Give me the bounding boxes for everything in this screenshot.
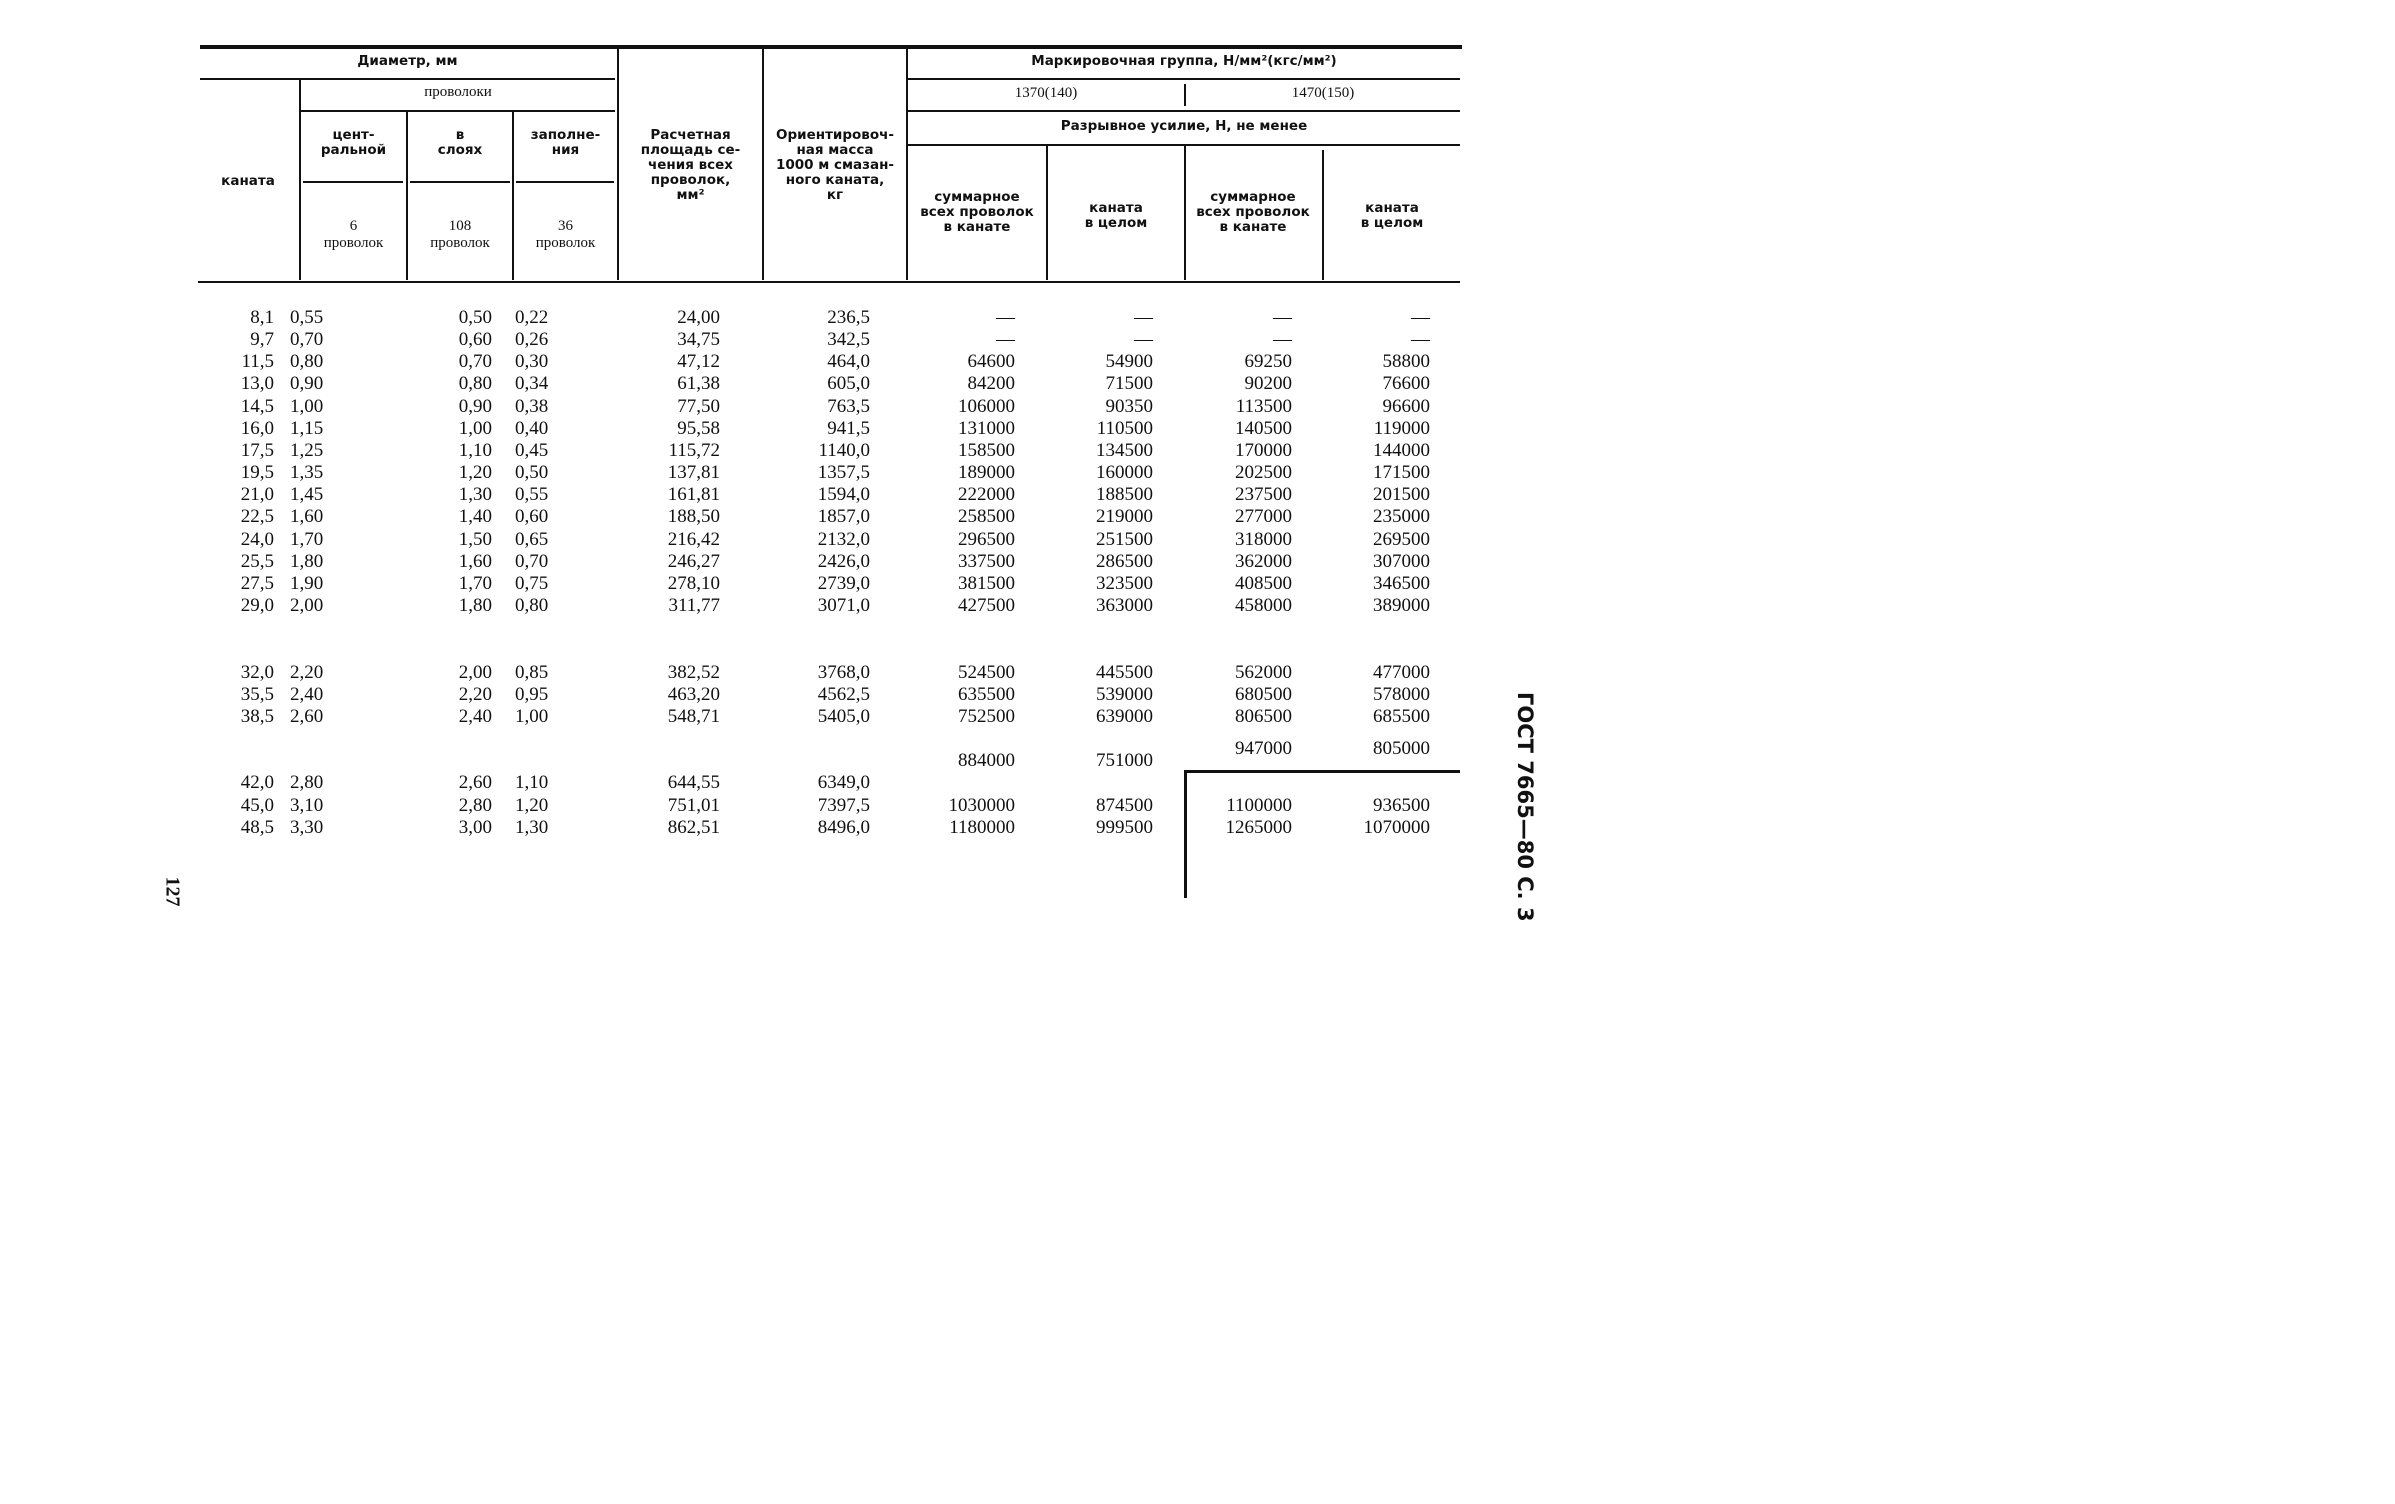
cell-mass: 1857,0	[817, 506, 870, 527]
cell-area: 463,20	[667, 684, 720, 705]
table-row	[0, 396, 1562, 418]
cell-r2: 936500	[1373, 795, 1430, 816]
header-marking-group: Маркировочная группа, Н/мм²(кгс/мм²)	[1031, 53, 1337, 69]
cell-rope: 22,5	[240, 506, 274, 527]
cell-s2: 1100000	[1226, 795, 1292, 816]
cell-center: 1,90	[290, 573, 324, 594]
cell-center: 2,80	[290, 772, 324, 793]
cell-r1: 874500	[1096, 795, 1153, 816]
cell-s1: 158500	[958, 440, 1015, 461]
header-sum-wires-1: суммарное всех проволок в канате	[920, 189, 1034, 235]
cell-center: 2,40	[290, 684, 324, 705]
header-filling-count: 36 проволок	[535, 218, 596, 251]
cell-layers: 0,90	[458, 396, 492, 417]
cell-fill: 0,26	[515, 329, 549, 350]
cell-r1: 219000	[1096, 506, 1153, 527]
vline-mass	[906, 49, 908, 280]
cell-s1: 337500	[958, 551, 1015, 572]
cell-center: 1,15	[290, 418, 324, 439]
cell-mass: 941,5	[827, 418, 870, 439]
cell-fill: 0,85	[515, 662, 549, 683]
cell-mass: 3071,0	[817, 595, 870, 616]
cell-r2: 477000	[1373, 662, 1430, 683]
cell-center: 1,35	[290, 462, 324, 483]
cell-area: 137,81	[667, 462, 720, 483]
cell-s1: 635500	[958, 684, 1015, 705]
cell-s2: 458000	[1235, 595, 1292, 616]
table-row	[0, 373, 1562, 395]
cell-mass: 2426,0	[817, 551, 870, 572]
cell-area: 34,75	[677, 329, 720, 350]
cell-r1: —	[1134, 307, 1153, 328]
cell-r1: 90350	[1105, 396, 1153, 417]
cell-s1: —	[996, 307, 1015, 328]
cell-fill: 0,70	[515, 551, 549, 572]
cell-rope: 27,5	[240, 573, 274, 594]
cell-s2: 362000	[1235, 551, 1292, 572]
cell-r1: 539000	[1096, 684, 1153, 705]
cell-layers: 1,00	[458, 418, 492, 439]
header-mass: Ориентировоч- ная масса 1000 м смазан- ного каната, кг	[775, 127, 895, 203]
header-wires: проволоки	[424, 84, 492, 100]
header-diameter: Диаметр, мм	[357, 53, 458, 69]
cell-center: 3,10	[290, 795, 324, 816]
cell-s1: 106000	[958, 396, 1015, 417]
table-row	[0, 738, 1562, 772]
header-filling: заполне- ния	[530, 127, 601, 158]
cell-r2: 201500	[1373, 484, 1430, 505]
cell-fill: 0,95	[515, 684, 549, 705]
cell-mass: 605,0	[827, 373, 870, 394]
cell-r2: 119000	[1373, 418, 1430, 439]
hline-wires	[301, 110, 615, 112]
cell-fill: 0,50	[515, 462, 549, 483]
table-row	[0, 573, 1562, 595]
cell-fill: 1,20	[515, 795, 549, 816]
header-sum-wires-2: суммарное всех проволок в канате	[1196, 189, 1310, 235]
table-row	[0, 484, 1562, 506]
cell-rope: 9,7	[250, 329, 274, 350]
cell-r1: 999500	[1096, 817, 1153, 838]
cell-fill: 0,34	[515, 373, 549, 394]
cell-rope: 21,0	[240, 484, 274, 505]
cell-area: 47,12	[677, 351, 720, 372]
cell-r2: 1070000	[1363, 817, 1430, 838]
cell-r2: 307000	[1373, 551, 1430, 572]
cell-layers: 3,00	[458, 817, 492, 838]
cell-area: 216,42	[667, 529, 720, 550]
cell-rope: 14,5	[240, 396, 274, 417]
cell-layers: 1,70	[458, 573, 492, 594]
cell-r1: 54900	[1105, 351, 1153, 372]
cell-s1: 1030000	[948, 795, 1015, 816]
gost-label: ГОСТ 7665—80 С. 3	[1513, 692, 1537, 922]
cell-r1: 639000	[1096, 706, 1153, 727]
cell-center: 1,00	[290, 396, 324, 417]
cell-rope: 13,0	[240, 373, 274, 394]
cell-r1: 110500	[1096, 418, 1153, 439]
cell-mass: 342,5	[827, 329, 870, 350]
cell-r2: 96600	[1382, 396, 1430, 417]
cell-s2: 237500	[1235, 484, 1292, 505]
cell-rope: 8,1	[250, 307, 274, 328]
cell-mass: 1357,5	[817, 462, 870, 483]
cell-s2: 202500	[1235, 462, 1292, 483]
cell-layers: 0,70	[458, 351, 492, 372]
cell-area: 548,71	[667, 706, 720, 727]
table-row	[0, 351, 1562, 373]
cell-mass: 763,5	[827, 396, 870, 417]
cell-s2: 680500	[1235, 684, 1292, 705]
cell-layers: 1,50	[458, 529, 492, 550]
cell-s2: —	[1273, 307, 1292, 328]
cell-rope: 11,5	[241, 351, 274, 372]
cell-rope: 35,5	[240, 684, 274, 705]
cell-r2: 144000	[1373, 440, 1430, 461]
cell-center: 1,45	[290, 484, 324, 505]
cell-center: 0,90	[290, 373, 324, 394]
cell-r1: 286500	[1096, 551, 1153, 572]
cell-s2: 277000	[1235, 506, 1292, 527]
cell-r2: 58800	[1382, 351, 1430, 372]
cell-center: 1,70	[290, 529, 324, 550]
cell-r2: 235000	[1373, 506, 1430, 527]
cell-rope: 29,0	[240, 595, 274, 616]
cell-s1: 222000	[958, 484, 1015, 505]
cell-mass: 1594,0	[817, 484, 870, 505]
cell-mass: 6349,0	[817, 772, 870, 793]
table-row	[0, 506, 1562, 528]
cell-center: 1,80	[290, 551, 324, 572]
cell-mass: 236,5	[827, 307, 870, 328]
cell-area: 95,58	[677, 418, 720, 439]
cell-fill: 1,00	[515, 706, 549, 727]
cell-fill: 1,10	[515, 772, 549, 793]
cell-s2: 318000	[1235, 529, 1292, 550]
cell-r1: 363000	[1096, 595, 1153, 616]
cell-center: 1,60	[290, 506, 324, 527]
cell-s2: 69250	[1244, 351, 1292, 372]
cell-r2: 76600	[1382, 373, 1430, 394]
header-layers: в слоях	[437, 127, 483, 158]
cell-r1: —	[1134, 329, 1153, 350]
cell-s1: 84200	[967, 373, 1015, 394]
table-row	[0, 595, 1562, 617]
cell-fill: 0,65	[515, 529, 549, 550]
cell-s2: 170000	[1235, 440, 1292, 461]
cell-s1: 1180000	[949, 817, 1015, 838]
cell-mass: 464,0	[827, 351, 870, 372]
hline-breaking	[908, 144, 1460, 146]
cell-layers: 1,80	[458, 595, 492, 616]
cell-s1: 258500	[958, 506, 1015, 527]
cell-center: 0,80	[290, 351, 324, 372]
cell-s1: 427500	[958, 595, 1015, 616]
cell-area: 246,27	[667, 551, 720, 572]
hline-filling-sub	[516, 181, 614, 183]
cell-layers: 1,60	[458, 551, 492, 572]
cell-mass: 7397,5	[817, 795, 870, 816]
header-rope-whole-1: каната в целом	[1084, 200, 1148, 231]
table-row	[0, 662, 1562, 684]
table-row	[0, 772, 1562, 794]
cell-center: 2,20	[290, 662, 324, 683]
cell-r2: —	[1411, 329, 1430, 350]
cell-center: 2,60	[290, 706, 324, 727]
cell-s2: 408500	[1235, 573, 1292, 594]
header-rope-whole-2: каната в целом	[1360, 200, 1424, 231]
cell-s2: 90200	[1244, 373, 1292, 394]
header-group-1470: 1470(150)	[1291, 85, 1355, 101]
table-row	[0, 418, 1562, 440]
cell-s1: 524500	[958, 662, 1015, 683]
cell-area: 644,55	[667, 772, 720, 793]
cell-r1: 751000	[1096, 750, 1153, 771]
cell-mass: 8496,0	[817, 817, 870, 838]
cell-r2: 805000	[1373, 738, 1430, 759]
cell-r1: 134500	[1096, 440, 1153, 461]
cell-rope: 19,5	[240, 462, 274, 483]
cell-mass: 2132,0	[817, 529, 870, 550]
table-top-rule	[200, 45, 1462, 49]
cell-layers: 2,40	[458, 706, 492, 727]
cell-rope: 24,0	[240, 529, 274, 550]
cell-s1: 381500	[958, 573, 1015, 594]
cell-r1: 188500	[1096, 484, 1153, 505]
table-row	[0, 817, 1562, 839]
cell-s1: 131000	[958, 418, 1015, 439]
cell-mass: 2739,0	[817, 573, 870, 594]
header-group-1370: 1370(140)	[1014, 85, 1078, 101]
cell-center: 3,30	[290, 817, 324, 838]
cell-s1: 189000	[958, 462, 1015, 483]
table-row	[0, 329, 1562, 351]
cell-s1: —	[996, 329, 1015, 350]
cell-s1: 64600	[967, 351, 1015, 372]
cell-center: 0,55	[290, 307, 324, 328]
cell-fill: 0,75	[515, 573, 549, 594]
cell-r1: 160000	[1096, 462, 1153, 483]
cell-center: 1,25	[290, 440, 324, 461]
cell-area: 382,52	[667, 662, 720, 683]
table-row	[0, 706, 1562, 728]
cell-area: 311,77	[668, 595, 720, 616]
cell-layers: 1,30	[458, 484, 492, 505]
cell-r2: 269500	[1373, 529, 1430, 550]
header-breaking-force: Разрывное усилие, Н, не менее	[1060, 118, 1308, 134]
cell-rope: 48,5	[240, 817, 274, 838]
cell-center: 0,70	[290, 329, 324, 350]
cell-area: 278,10	[667, 573, 720, 594]
cell-area: 161,81	[667, 484, 720, 505]
header-area: Расчетная площадь се- чения всех проволок, мм²	[640, 127, 741, 203]
table-row	[0, 551, 1562, 573]
table-row	[0, 684, 1562, 706]
cell-s2: 947000	[1235, 738, 1292, 759]
cell-rope: 42,0	[240, 772, 274, 793]
header-rope: каната	[221, 173, 275, 189]
cell-layers: 0,80	[458, 373, 492, 394]
page-number: 127	[161, 876, 184, 907]
cell-r1: 323500	[1096, 573, 1153, 594]
table-row	[0, 307, 1562, 329]
cell-layers: 1,40	[458, 506, 492, 527]
cell-fill: 0,40	[515, 418, 549, 439]
cell-center: 2,00	[290, 595, 324, 616]
cell-rope: 45,0	[240, 795, 274, 816]
cell-area: 862,51	[667, 817, 720, 838]
cell-fill: 0,30	[515, 351, 549, 372]
header-central-count: 6 проволок	[323, 218, 384, 251]
cell-fill: 0,80	[515, 595, 549, 616]
header-layers-count: 108 проволок	[430, 218, 490, 251]
cell-layers: 0,50	[458, 307, 492, 328]
cell-s2: 113500	[1235, 396, 1292, 417]
header-central: цент- ральной	[320, 127, 387, 158]
cell-r2: 685500	[1373, 706, 1430, 727]
cell-s2: 806500	[1235, 706, 1292, 727]
cell-mass: 4562,5	[817, 684, 870, 705]
cell-mass: 1140,0	[818, 440, 870, 461]
table-row	[0, 795, 1562, 817]
hline-groups	[908, 110, 1460, 112]
cell-s2: 562000	[1235, 662, 1292, 683]
cell-s2: 1265000	[1225, 817, 1292, 838]
cell-layers: 0,60	[458, 329, 492, 350]
hline-layers-sub	[410, 181, 510, 183]
cell-area: 24,00	[677, 307, 720, 328]
cell-s1: 296500	[958, 529, 1015, 550]
cell-fill: 0,55	[515, 484, 549, 505]
cell-r2: 171500	[1373, 462, 1430, 483]
hline-marking	[908, 78, 1460, 80]
cell-s1: 884000	[958, 750, 1015, 771]
cell-fill: 0,60	[515, 506, 549, 527]
cell-r2: —	[1411, 307, 1430, 328]
cell-r1: 71500	[1105, 373, 1153, 394]
cell-rope: 17,5	[240, 440, 274, 461]
cell-area: 188,50	[667, 506, 720, 527]
cell-rope: 25,5	[240, 551, 274, 572]
cell-layers: 1,10	[458, 440, 492, 461]
cell-rope: 38,5	[240, 706, 274, 727]
cell-r2: 389000	[1373, 595, 1430, 616]
cell-layers: 2,20	[458, 684, 492, 705]
cell-fill: 0,38	[515, 396, 549, 417]
cell-s2: —	[1273, 329, 1292, 350]
cell-fill: 1,30	[515, 817, 549, 838]
table-row	[0, 440, 1562, 462]
cell-area: 115,72	[668, 440, 720, 461]
cell-s1: 752500	[958, 706, 1015, 727]
cell-r1: 251500	[1096, 529, 1153, 550]
cell-r1: 445500	[1096, 662, 1153, 683]
cell-s2: 140500	[1235, 418, 1292, 439]
cell-area: 77,50	[677, 396, 720, 417]
cell-layers: 2,80	[458, 795, 492, 816]
header-bottom-rule	[198, 281, 1460, 283]
hline-diameter	[200, 78, 615, 80]
cell-mass: 5405,0	[817, 706, 870, 727]
table-row	[0, 529, 1562, 551]
cell-layers: 2,00	[458, 662, 492, 683]
cell-rope: 16,0	[240, 418, 274, 439]
cell-fill: 0,22	[515, 307, 549, 328]
cell-mass: 3768,0	[817, 662, 870, 683]
cell-rope: 32,0	[240, 662, 274, 683]
cell-r2: 578000	[1373, 684, 1430, 705]
table-row	[0, 462, 1562, 484]
cell-layers: 2,60	[458, 772, 492, 793]
hline-central-sub	[303, 181, 403, 183]
cell-area: 61,38	[677, 373, 720, 394]
cell-r2: 346500	[1373, 573, 1430, 594]
cell-area: 751,01	[667, 795, 720, 816]
cell-fill: 0,45	[515, 440, 549, 461]
cell-layers: 1,20	[458, 462, 492, 483]
